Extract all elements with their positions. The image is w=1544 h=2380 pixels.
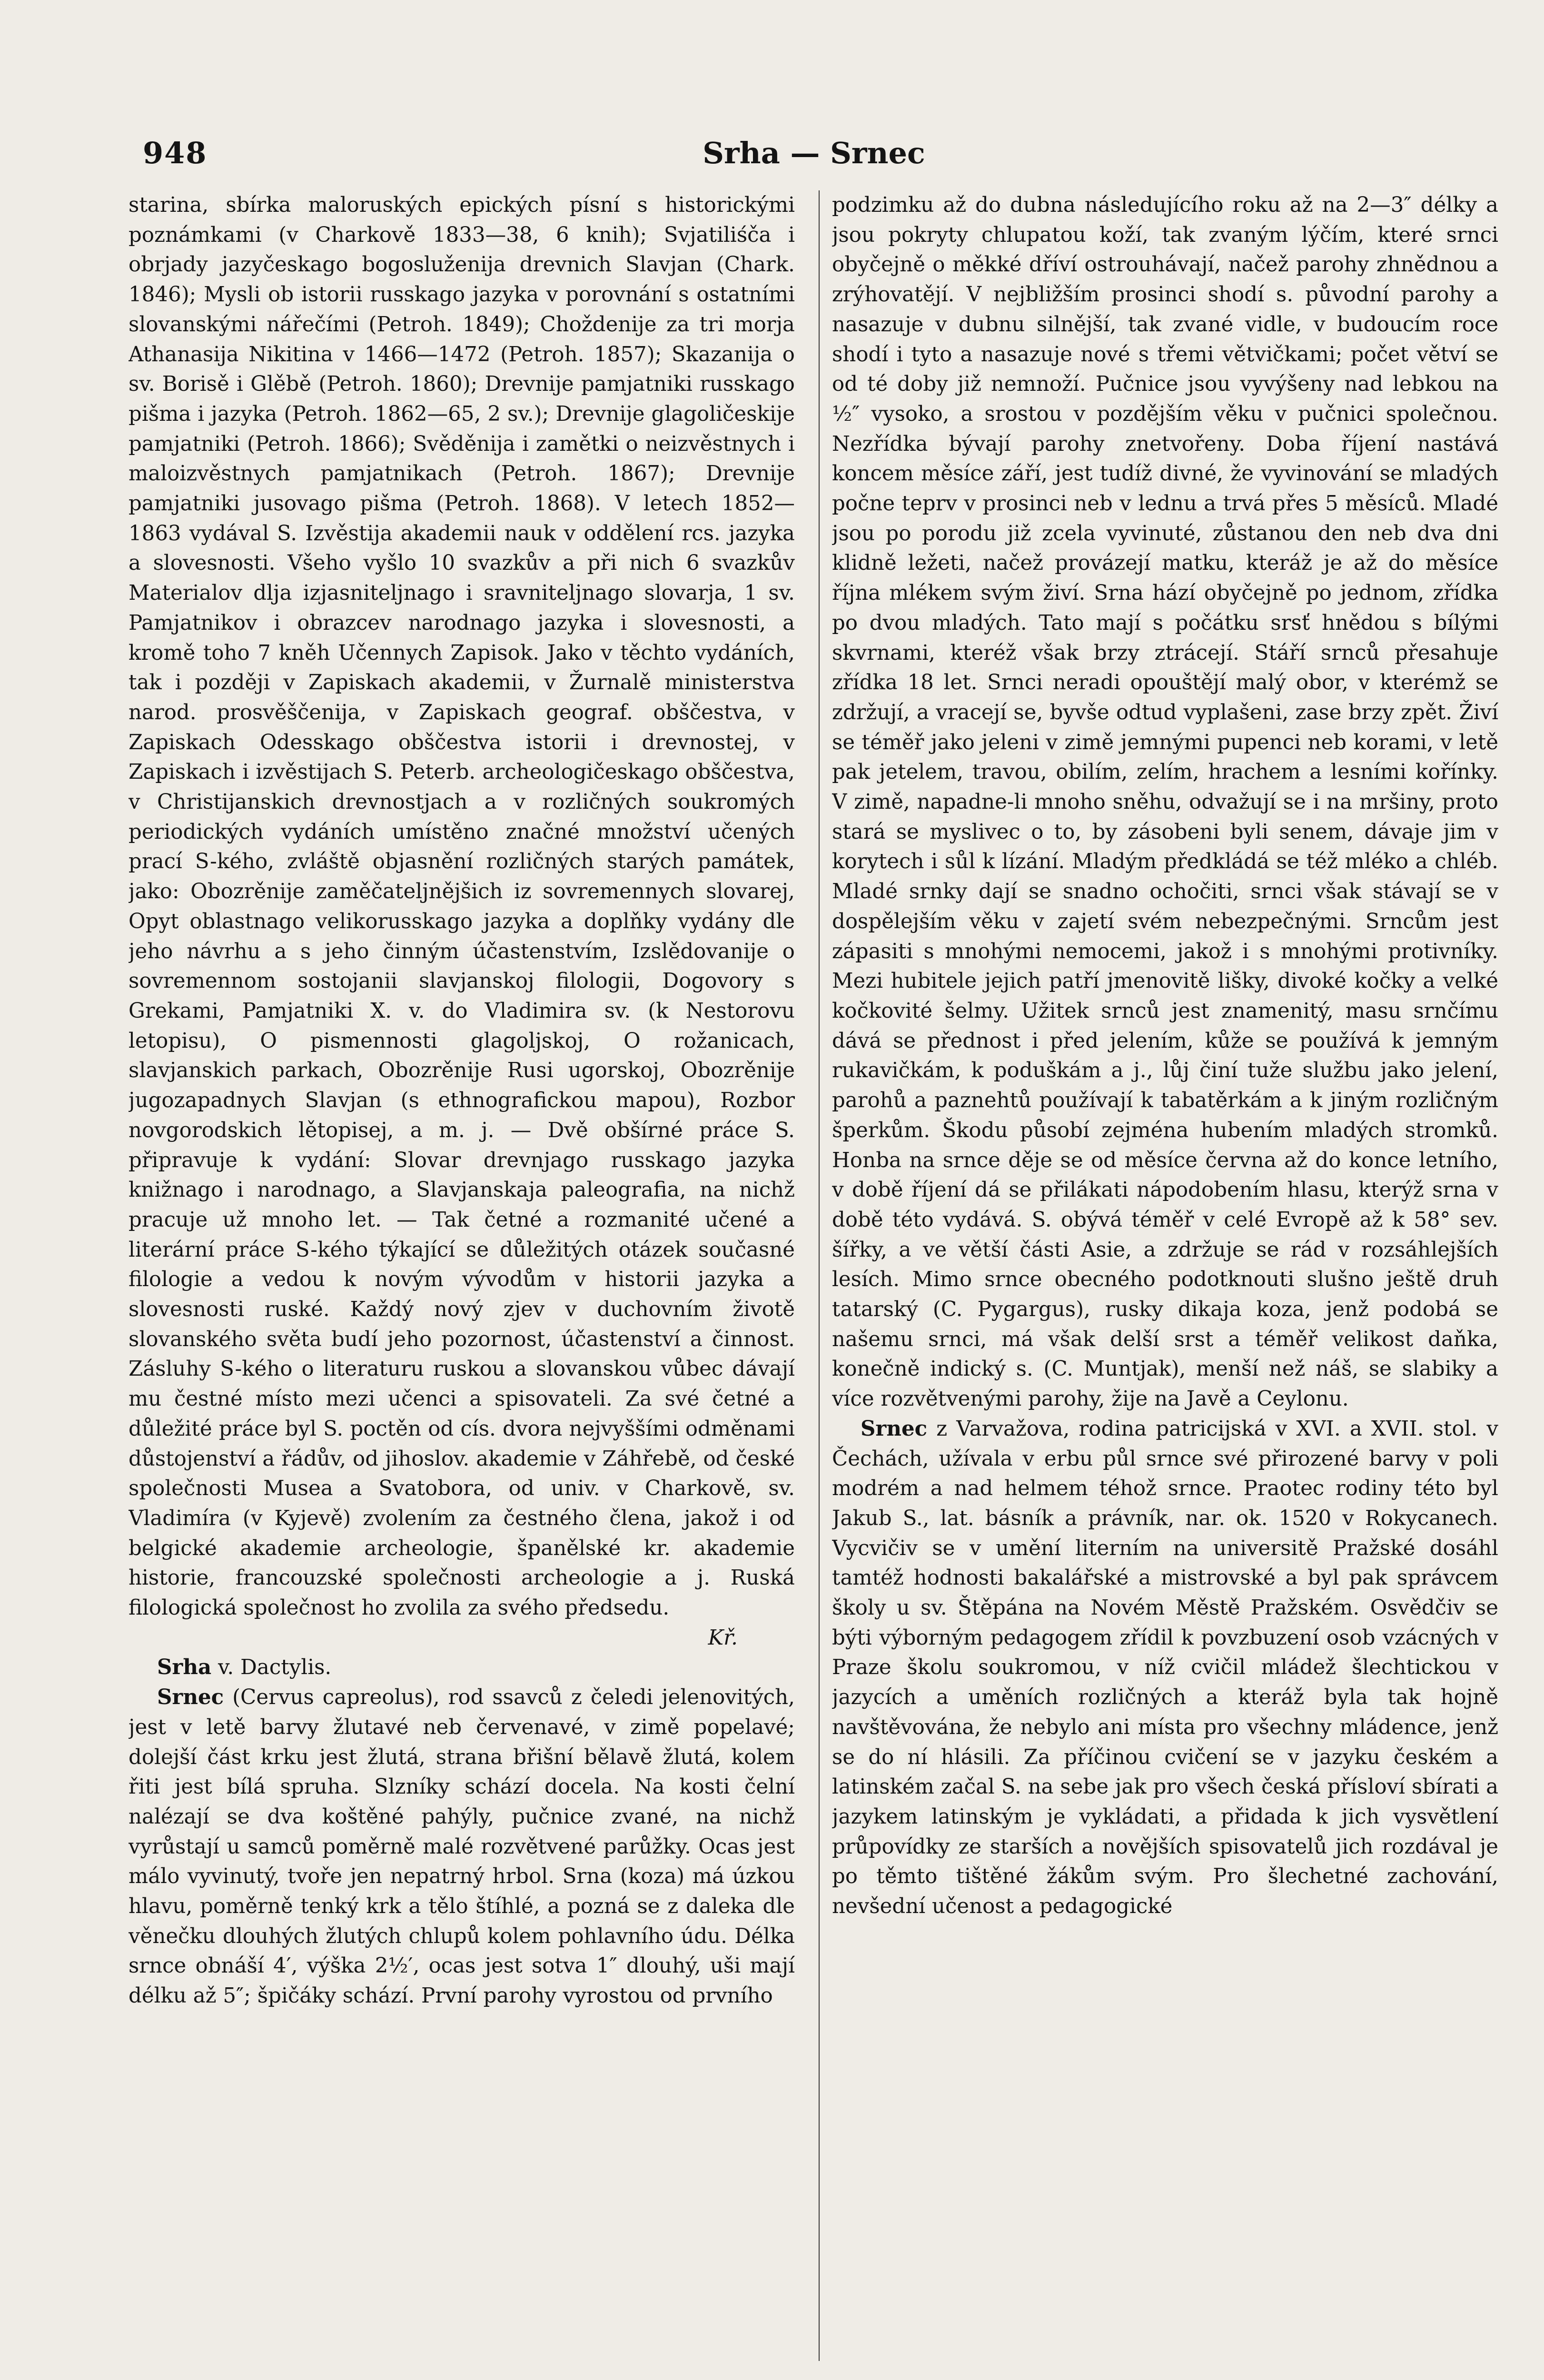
page-header bbox=[143, 136, 1485, 178]
page-number: 948 bbox=[143, 136, 208, 170]
right-column bbox=[832, 190, 1498, 2380]
entry-srha bbox=[129, 1653, 795, 1683]
left-column bbox=[129, 190, 795, 2380]
entry-srnec-animal bbox=[129, 1683, 795, 2011]
running-head: Srha — Srnec bbox=[703, 136, 925, 170]
entry-headword: Srnec bbox=[861, 1416, 928, 1441]
article-continuation: starina, sbírka maloruských epických písní s historickými poznámkami (v Charkově 1833—38, 6 knih); Svjatiliśča i obrjady jazyčeskago bogosluženija drevnich Slavjan (Chark. 1846); Mysli ob istorii russkago jazyka v porovnání s ostatními slovanskými nářečími (Petroh. 1849); Choždenije za tri morja Athanasija Nikitina v 1466—1472 (Petroh. 1857); Skazanija o sv. Borisě i Glěbě (Petroh. 1860); Drevnije pamjatniki russkago pišma i jazyka (Petroh. 1862—65, 2 sv.); Drevnije glagoličeskije pamjatniki (Petroh. 1866); Svěděnija i zamětki o neizvěstnych i maloizvěstnych pamjatnikach (Petroh. 1867); Drevnije pamjatniki jusovago pišma (Petroh. 1868). V letech 1852—1863 vydával S. Izvěstija akademii nauk v oddělení rcs. jazyka a slovesnosti. Všeho vyšlo 10 svazkův a při nich 6 svazkův Materialov dlja izjasniteljnago i sravniteljnago slovarja, 1 sv. Pamjatnikov i obrazcev narodnago jazyka i slovesnosti, a kromě toho 7 kněh Učennych Zapisok. Jako v těchto vydáních, tak i později v Zapiskach akademii, v Žurnalě ministerstva narod. prosvěščenija, v Zapiskach geograf. obščestva, v Zapiskach Odesskago obščestva istorii i drevnostej, v Zapiskach i izvěstijach S. Peterb. archeologičeskago obščestva, v Christijanskich drevnostjach a v rozličných soukromých periodických vydáních umístěno značné množství učených prací S-kého, zvláště objasnění rozličných starých památek, jako: Obozrěnije zaměčateljnějšich iz sovremennych slovarej, Opyt oblastnago velikorusskago jazyka a doplňky vydány dle jeho návrhu a s jeho činným účastenstvím, Izslědovanije o sovremennom sostojanii slavjanskoj filologii, Dogovory s Grekami, Pamjatniki X. v. do Vladimira sv. (k Nestorovu letopisu), O pismennosti glagoljskoj, O rožanicach, slavjanskich parkach, Obozrěnije Rusi ugorskoj, Obozrěnije jugozapadnych Slavjan (s ethnografickou mapou), Rozbor novgorodskich lětopisej, a m. j. — Dvě obšírné práce S. připravuje k vydání: Slovar drevnjago russkago jazyka knižnago i narodnago, a Slavjanskaja paleografia, na nichž pracuje už mnoho let. — Tak četné a rozmanité učené a literární práce S-kého týkající se důležitých otázek současné filologie a vedou k novým vývodům v historii jazyka a slovesnosti ruské. Každý nový zjev v duchovním životě slovanského světa budí jeho pozornost, účastenství a činnost. Zásluhy S-kého o literaturu ruskou a slovanskou vůbec dávají mu čestné místo mezi učenci a spisovateli. Za své četné a důležité práce byl S. poctěn od cís. dvora nejvyššími odměnami důstojenství a řádův, od jihoslov. akademie v Záhřebě, od české společnosti Musea a Svatobora, od univ. v Charkově, sv. Vladimíra (v Kyjevě) zvolením za čestného člena, jakož i od belgické akademie archeologie, španělské kr. akademie historie, francouzské společnosti archeologie a j. Ruská filologická společnost ho zvolila za svého předsedu. bbox=[129, 193, 795, 1620]
entry-headword: Srha bbox=[157, 1655, 212, 1680]
entry-text: (Cervus capreolus), rod ssavců z čeledi jelenovitých, jest v letě barvy žlutavé neb červenavé, v zimě popelavé; dolejší část krku jest žlutá, strana břišní bělavě žlutá, kolem řiti jest bílá spruha. Slzníky schází docela. Na kosti čelní nalézají se dva koštěné pahýly, pučnice zvané, na nichž vyrůstají u samců poměrně malé rozvětvené parůžky. Ocas jest málo vyvinutý, tvoře jen nepatrný hrbol. Srna (koza) má úzkou hlavu, poměrně tenký krk a tělo štíhlé, a pozná se z daleka dle věnečku dlouhých žlutých chlupů kolem pohlavního údu. Délka srnce obnáší 4′, výška 2½′, ocas jest sotva 1″ dlouhý, uši mají délku až 5″; špičáky schází. První parohy vyrostou od prvního bbox=[129, 1686, 795, 2008]
entry-srnec-family bbox=[832, 1414, 1498, 1922]
entry-continuation: podzimku až do dubna následujícího roku až na 2—3″ délky a jsou pokryty chlupatou koží, tak zvaným lýčím, které srnci obyčejně o měkké dříví ostrouhávají, načež parohy zhnědnou a zrýhovatějí. V nejbližším prosinci shodí s. původní parohy a nasazuje v dubnu silnější, tak zvané vidle, v budoucím roce shodí i tyto a nasazuje nové s třemi větvičkami; počet větví se od té doby již nemnoží. Pučnice jsou vyvýšeny nad lebkou na ½″ vysoko, a srostou v pozdějším věku v pučnici společnou. Nezřídka bývají parohy znetvořeny. Doba říjení nastává koncem měsíce září, jest tudíž divné, že vyvinování se mladých počne teprv v prosinci neb v lednu a trvá přes 5 měsíců. Mladé jsou po porodu již zcela vyvinuté, zůstanou den neb dva dni klidně ležeti, načež provázejí matku, kteráž je až do měsíce října mlékem svým živí. Srna hází obyčejně po jednom, zřídka po dvou mladých. Tato mají s počátku srsť hnědou s bílými skvrnami, kteréž však brzy ztrácejí. Stáří srnců přesahuje zřídka 18 let. Srnci neradi opouštějí malý obor, v kterémž se zdržují, a vracejí se, byvše odtud vyplašeni, zase brzy zpět. Živí se téměř jako jeleni v zimě jemnými pupenci neb korami, v letě pak jetelem, travou, obilím, zelím, hrachem a lesními kořínky. V zimě, napadne-li mnoho sněhu, odvažují se i na mršiny, proto stará se myslivec o to, by zásobeni byli senem, dávaje jim v korytech i sůl k lízání. Mladým předkládá se též mléko a chléb. Mladé srnky dají se snadno ochočiti, srnci však stávají se v dospělejším věku v zajetí svém nebezpečnými. Srncům jest zápasiti s mnohými nemocemi, jakož i s mnohými protivníky. Mezi hubitele jejich patří jmenovitě lišky, divoké kočky a velké kočkovité šelmy. Užitek srnců jest znamenitý, masu srnčímu dává se přednost i před jelením, kůže se používá k jemným rukavičkám, k poduškám a j., lůj činí tuže službu jako jelení, parohů a paznehtů používají k tabatěrkám a k jiným rozličným šperkům. Škodu působí zejména hubením mladých stromků. Honba na srnce děje se od měsíce června až do konce letního, v době říjení dá se přilákati nápodobením hlasu, kterýž srna v době této vydává. S. obývá téměř v celé Evropě až k 58° sev. šířky, a ve větší části Asie, a zdržuje se rád v rozsáhlejších lesích. Mimo srnce obecného podotknouti slušno ještě druh tatarský (C. Pygargus), rusky dikaja koza, jenž podobá se našemu srnci, má však delší srst a téměř velikost daňka, konečně indický s. (C. Muntjak), menší než náš, se slabiky a více rozvětvenými parohy, žije na Javě a Ceylonu. bbox=[832, 193, 1498, 1411]
entry-headword: Srnec bbox=[157, 1685, 224, 1710]
column-divider bbox=[819, 190, 820, 2361]
entry-text: v. Dactylis. bbox=[218, 1656, 332, 1680]
author-signature: Kř. bbox=[708, 1626, 738, 1650]
entry-text: z Varvažova, rodina patricijská v XVI. a XVII. stol. v Čechách, užívala v erbu půl srnce své přirozené barvy v poli modrém a nad helmem téhož srnce. Praotec rodiny této byl Jakub S., lat. básník a právník, nar. ok. 1520 v Rokycanech. Vycvičiv se v umění literním na universitě Pražské dosáhl tamtéž hodnosti bakalářské a mistrovské a byl pak správcem školy u sv. Štěpána na Novém Městě Pražském. Osvědčiv se býti výborným pedagogem zřídil k povzbuzení osob vzácných v Praze školu soukromou, v níž cvičil mládež šlechtickou v jazycích a uměních rozličných a kteráž byla tak hojně navštěvována, že nebylo ani místa pro všechny mládence, jenž se do ní hlásili. Za příčinou cvičení se v jazyku českém a latinském začal S. na sebe jak pro všech česká přísloví sbírati a jazykem latinským je vykládati, a přidada k jich vysvětlení průpovídky ze starších a novějších spisovatelů jich rozdával je po těmto tištěné žákům svým. Pro šlechetné zachování, nevšední učenost a pedagogické bbox=[832, 1417, 1498, 1919]
